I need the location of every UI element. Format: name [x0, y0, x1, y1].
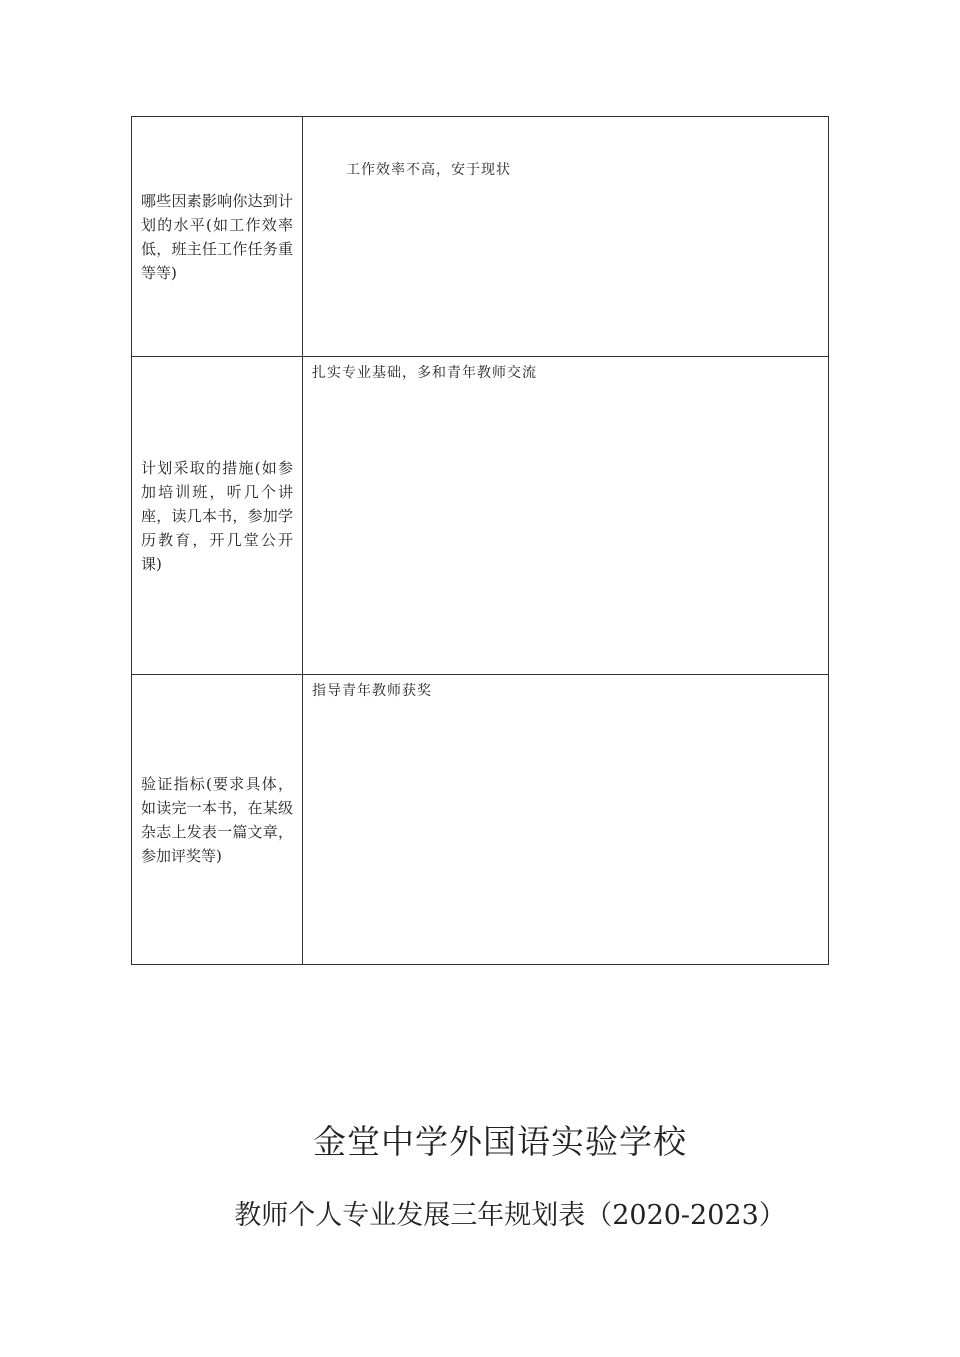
row-label-planned-measures: 计划采取的措施(如参加培训班，听几个讲座，读几本书，参加学历教育，开几堂公开课): [132, 357, 303, 675]
row-content-influencing-factors: 工作效率不高，安于现状: [346, 162, 511, 178]
table-row: [132, 117, 829, 357]
row-content-verification-indicators: 指导青年教师获奖: [312, 683, 432, 699]
row-content-cell: [303, 357, 829, 675]
table-row: [132, 357, 829, 675]
row-label-influencing-factors: 哪些因素影响你达到计划的水平(如工作效率低，班主任工作任务重等等): [132, 117, 303, 357]
row-label-verification-indicators: 验证指标(要求具体，如读完一本书，在某级杂志上发表一篇文章，参加评奖等): [132, 675, 303, 965]
row-content-planned-measures: 扎实专业基础，多和青年教师交流: [312, 365, 537, 381]
row-content-cell: [303, 675, 829, 965]
plan-table: [131, 116, 829, 965]
table-row: [132, 675, 829, 965]
row-content-cell: [303, 117, 829, 357]
school-name-title: 金堂中学外国语实验学校: [313, 1122, 687, 1161]
form-title: 教师个人专业发展三年规划表（2020-2023）: [234, 1200, 786, 1231]
